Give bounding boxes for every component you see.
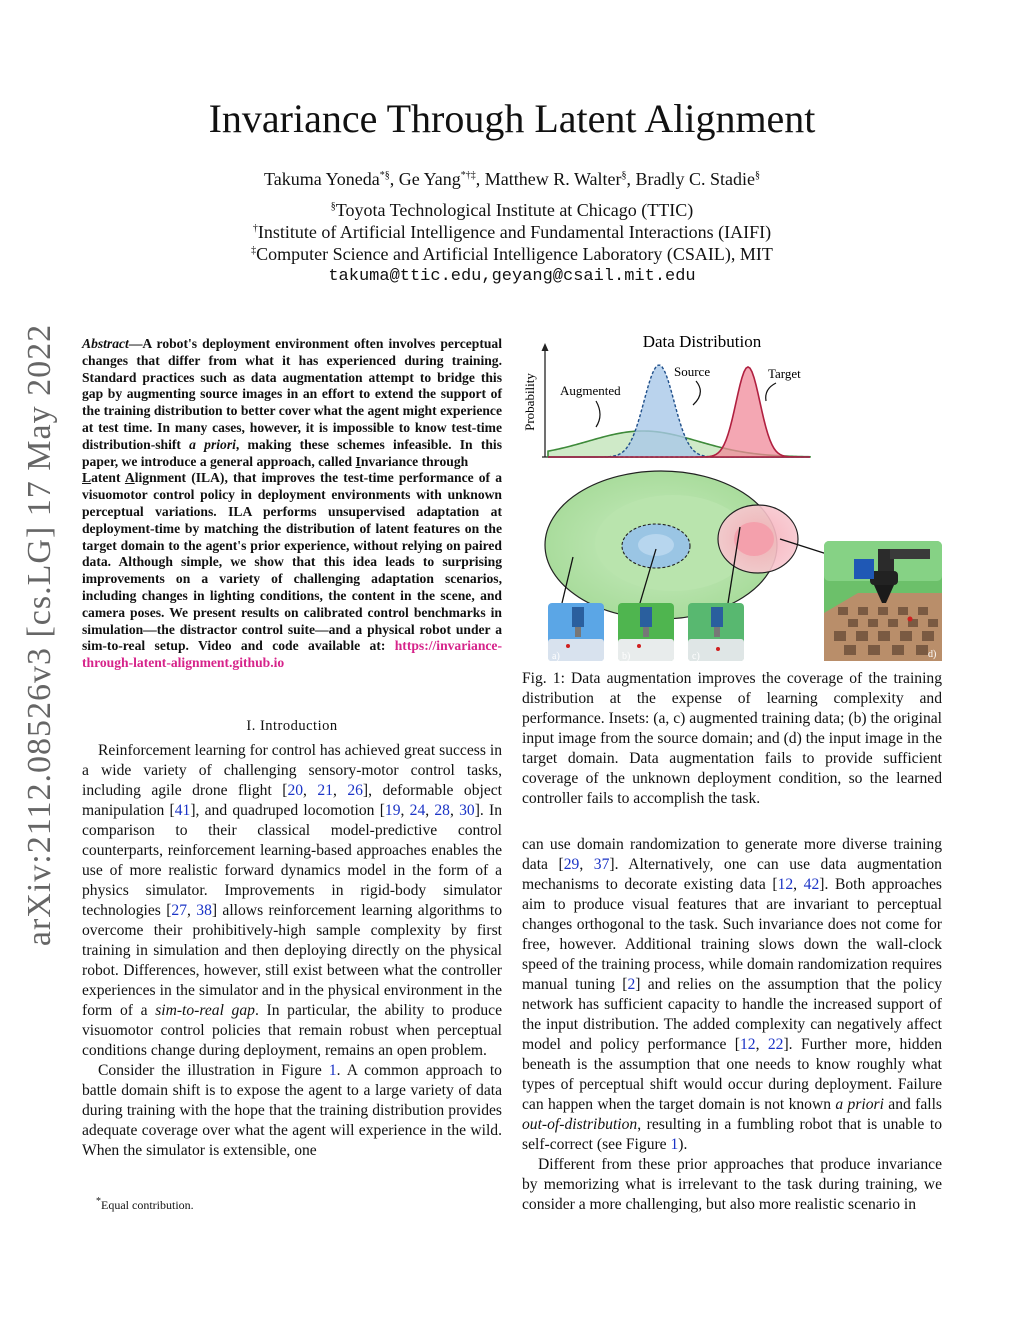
citation-link[interactable]: 41 xyxy=(174,802,191,819)
affiliation: ‡Computer Science and Artificial Intelligence Laboratory (CSAIL), MIT xyxy=(251,244,773,264)
author-emails: takuma@ttic.edu,geyang@csail.mit.edu xyxy=(328,267,696,286)
author-mark: § xyxy=(621,170,627,181)
figure-caption: Fig. 1: Data augmentation improves the coverage of the training distribution at the expense of learning complexity and performance. Insets: (a, c) augmented training data; (b) the original input image from the source domain; and (d) the input image in the target domain. Data augmentation fails to provide sufficient coverage of the unknown deployment condition, so the learned controller fails to accomplish the task. xyxy=(522,670,942,807)
section-heading: I. Introduction xyxy=(246,718,338,734)
citation-link[interactable]: 28 xyxy=(434,802,450,819)
author-name: Bradly C. Stadie xyxy=(635,169,755,189)
author-mark: § xyxy=(754,170,760,181)
affiliation: §Toyota Technological Institute at Chicago (TTIC) xyxy=(330,200,694,220)
citation-link[interactable]: 38 xyxy=(196,902,212,919)
citation-link[interactable]: 19 xyxy=(384,802,401,819)
paragraph: Different from these prior approaches that produce invariance by memorizing what is irrelevant to the task during training, we consider a more challenging, but also more realistic scenario in xyxy=(522,1156,942,1213)
author-name: Takuma Yoneda xyxy=(264,169,380,189)
inset-b-image xyxy=(618,603,674,662)
arxiv-stamp: arXiv:2112.08526v3 [cs.LG] 17 May 2022 xyxy=(21,323,58,947)
abstract: Abstract—A robot's deployment environment often involves perceptual changes that differ from what it has experienced during training. Standard practices such as data augmentation attempt to bridge this gap by augmenting source images in an effort to extend the support of the training distribution to better cover what the agent might experience at test time. In many cases, however, it is impossible to know test-time distribution-shift a priori, making these schemes infeasible. In this paper, we introduce a general approach, called Invariance through Latent Alignment (ILA), that improves the test-time performance of a visuomotor control policy in deployment environments with unknown perceptual variations. ILA performs unsupervised adaptation at deployment-time by matching the distribution of latent features on the target domain to the agent's prior experience, without relying on paired data. Although simple, we show that this idea leads to surprising improvements on a variety of challenging adaptation scenarios, including changes in lighting conditions, the content in the scene, and camera poses. We present results on calibrated control benchmarks in simulation—the distractor control suite—and a physical robot under a sim-to-real setup. Video and code available at: https://invariance-through-latent-alignment.github.io xyxy=(82,336,503,671)
inset-a-label: a) xyxy=(552,651,560,662)
paper-title: Invariance Through Latent Alignment xyxy=(208,96,816,141)
author-name: Matthew R. Walter xyxy=(484,169,622,189)
figure-link[interactable]: 1 xyxy=(328,1062,337,1079)
target-label: Target xyxy=(768,366,801,381)
author-mark: *†‡ xyxy=(460,170,476,181)
citation-link[interactable]: 26 xyxy=(347,782,363,799)
paragraph: Reinforcement learning for control has achieved great success in a wide variety of challenging sensory-motor control tasks, including agile drone flight [20, 21, 26], deformable object manipulation [41], and quadruped locomotion [19, 24, 28, 30]. In comparison to their classical model-predictive control counterparts, reinforcement learning-based approaches enables the use of more realistic forward dynamics model in the form of a physics simulator. Improvements in rigid-body simulator technologies [27, 38] allows reinforcement learning algorithms to overcome their prohibitively-high sample complexity by first training in simulation and then deploying directly on the physical robot. Differences, however, still exist between what the controller experiences in the simulator and in the physical environment in the form of a sim-to-real gap. In particular, the ability to produce visuomotor control policies that remain robust when perceptual conditions change during deployment, remains an open problem. xyxy=(82,742,503,1059)
source-inner-ellipse xyxy=(638,534,674,556)
footnote: *Equal contribution. xyxy=(96,1196,194,1212)
citation-link[interactable]: 12 xyxy=(739,1036,756,1053)
citation-link[interactable]: 22 xyxy=(767,1036,784,1053)
inset-a-image xyxy=(548,603,604,662)
augmented-arrow-icon xyxy=(596,401,600,427)
intro-right-column xyxy=(522,835,942,1215)
citation-link[interactable]: 20 xyxy=(287,782,304,799)
figure-1 xyxy=(518,327,948,665)
inset-d-label: d) xyxy=(928,649,937,660)
citation-link[interactable]: 29 xyxy=(563,856,580,873)
inset-c-image xyxy=(688,603,744,662)
citation-link[interactable]: 21 xyxy=(317,782,333,799)
affiliation: †Institute of Artificial Intelligence and Fundamental Interactions (IAIFI) xyxy=(252,222,772,242)
author-list: Takuma Yoneda*§, Ge Yang*†‡, Matthew R. Walter§, Bradly C. Stadie§ xyxy=(264,169,760,189)
citation-link[interactable]: 27 xyxy=(171,902,187,919)
citation-link[interactable]: 37 xyxy=(593,856,610,873)
author-mark: *§ xyxy=(379,170,390,181)
intro-left-column xyxy=(82,741,502,1161)
author-name: Ge Yang xyxy=(398,169,461,189)
citation-link[interactable]: 24 xyxy=(409,802,426,819)
figure-link[interactable]: 1 xyxy=(670,1136,679,1153)
inset-c-label: c) xyxy=(692,651,700,662)
citation-link[interactable]: 12 xyxy=(777,876,794,893)
citation-link[interactable]: 30 xyxy=(459,802,475,819)
source-label: Source xyxy=(674,364,711,379)
y-axis-label: Probability xyxy=(522,373,537,431)
paragraph: can use domain randomization to generate more diverse training data [29, 37]. Alternatively, one can use data augmentation mechanisms to decorate existing data [12, 42]. Both approaches aim to produce visual features that are invariant to perceptual changes orthogonal to the task. Such invariance does not come for free, however. Additional training slows down the wall-clock speed of the training process, while domain randomization requires manual tuning [2] and relies on the assumption that the policy network has sufficient capacity to handle the increased support of the input distribution. The added complexity can negatively affect model and policy performance [12, 22]. Further more, hidden beneath is the assumption that one needs to know roughly what types of perceptual shift would occur during deployment. Failure can happen when the target domain is not known a priori and falls out-of-distribution, resulting in a fumbling robot that is unable to self-correct (see Figure 1). xyxy=(522,836,942,1153)
y-axis-arrow-icon xyxy=(542,343,549,351)
project-link[interactable]: https://invariance-through-latent-alignment.github.io xyxy=(82,638,502,671)
paragraph: Consider the illustration in Figure 1. A common approach to battle domain shift is to expose the agent to a large variety of data during training with the hope that the training distribution provides adequate coverage over what the agent will experience in the wild. When the simulator is extensible, one xyxy=(82,1062,502,1159)
figure-chart-title: Data Distribution xyxy=(642,332,762,351)
inset-b-label: b) xyxy=(622,651,631,662)
inset-d-image xyxy=(824,541,942,661)
citation-link[interactable]: 42 xyxy=(803,876,820,893)
abstract-label: Abstract xyxy=(82,336,129,351)
source-arrow-icon xyxy=(693,381,700,405)
augmented-label: Augmented xyxy=(560,383,621,398)
citation-link[interactable]: 2 xyxy=(627,976,636,993)
target-arrow-icon xyxy=(766,383,776,401)
